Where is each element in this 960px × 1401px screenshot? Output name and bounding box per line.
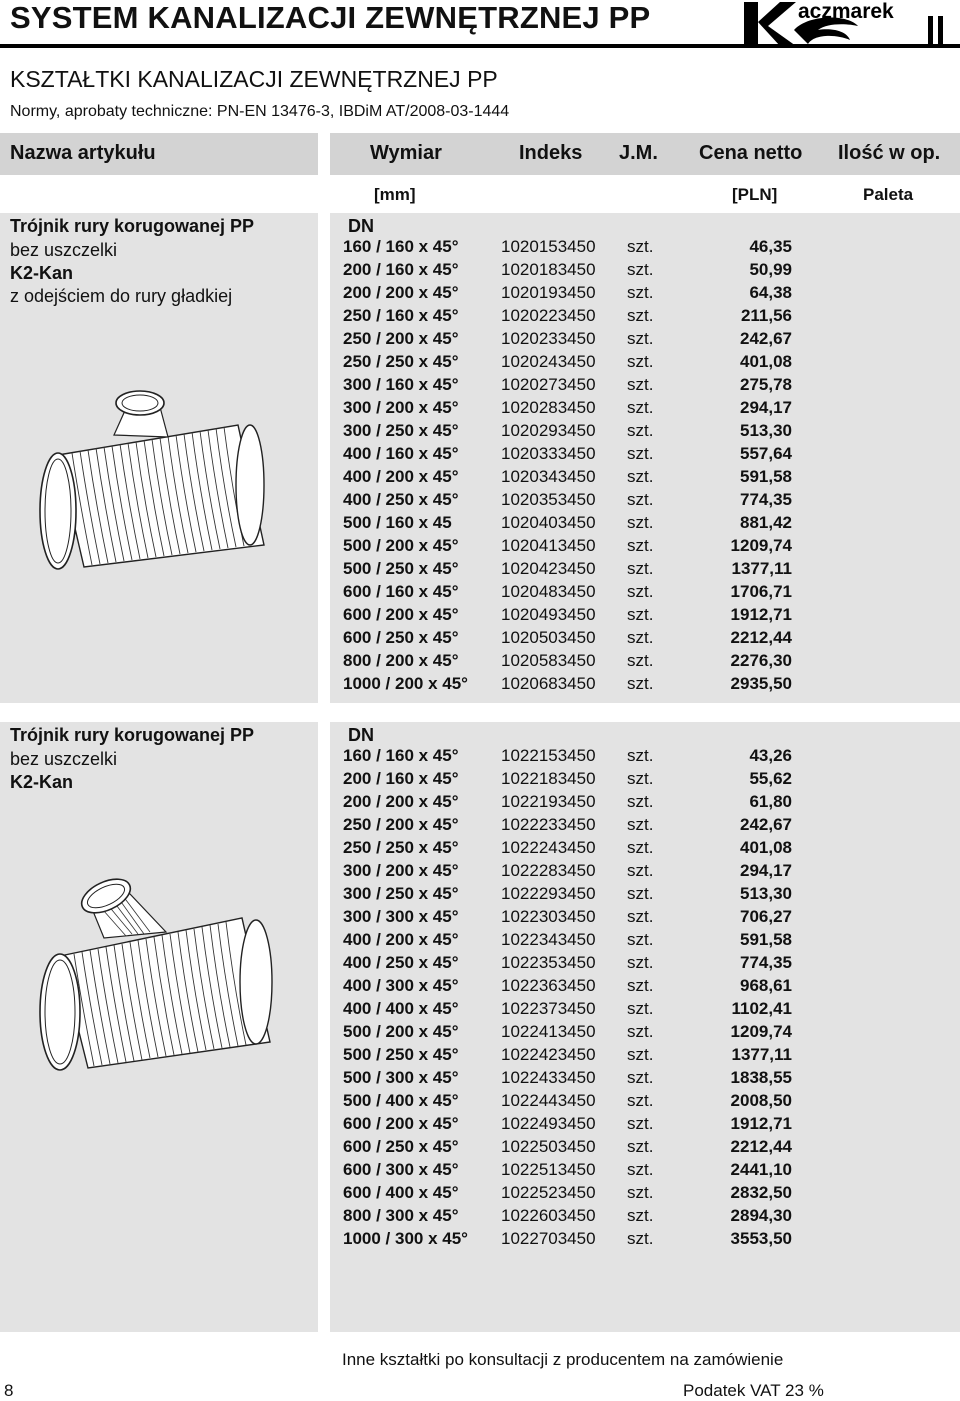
price-cell: 1209,74 — [730, 536, 792, 555]
header-unit: J.M. — [619, 142, 658, 164]
price-cell: 1377,11 — [731, 1045, 792, 1064]
unit-cell: szt. — [627, 1022, 654, 1041]
price-cell: 2212,44 — [730, 1137, 792, 1156]
price-cell: 881,42 — [740, 513, 792, 532]
index-cell: 1020273450 — [501, 375, 596, 394]
price-cell: 242,67 — [740, 329, 792, 348]
section1-line-1: bez uszczelki — [10, 240, 118, 260]
table-row — [0, 1068, 960, 1091]
norms-line: Normy, aprobaty techniczne: PN-EN 13476-3, IBDiM AT/2008-03-1444 — [10, 103, 510, 120]
price-unit: [PLN] — [732, 185, 778, 204]
dimension-cell: 160 / 160 x 45° — [343, 746, 459, 765]
dimension-cell: 1000 / 200 x 45° — [343, 674, 468, 693]
table-row — [0, 999, 960, 1022]
dimension-cell: 200 / 160 x 45° — [343, 260, 459, 279]
index-cell: 1022343450 — [501, 930, 596, 949]
index-cell: 1020333450 — [501, 444, 596, 463]
dimension-cell: 400 / 250 x 45° — [343, 490, 459, 509]
price-cell: 513,30 — [740, 884, 792, 903]
unit-cell: szt. — [627, 1183, 654, 1202]
index-cell: 1022603450 — [501, 1206, 596, 1225]
header-index: Indeks — [519, 142, 583, 164]
price-cell: 401,08 — [740, 838, 792, 857]
table-row — [0, 746, 960, 769]
unit-cell: szt. — [627, 1229, 654, 1248]
unit-cell: szt. — [627, 237, 654, 256]
index-cell: 1020283450 — [501, 398, 596, 417]
dimension-cell: 500 / 250 x 45° — [343, 559, 459, 578]
dimension-cell: 200 / 160 x 45° — [343, 769, 459, 788]
section1-title: Trójnik rury korugowanej PP — [10, 216, 255, 236]
price-cell: 968,61 — [740, 976, 792, 995]
table-row — [0, 1206, 960, 1229]
table-row — [0, 815, 960, 838]
index-cell: 1022363450 — [501, 976, 596, 995]
price-cell: 706,27 — [740, 907, 792, 926]
table-row — [0, 792, 960, 815]
index-cell: 1022243450 — [501, 838, 596, 857]
index-cell: 1022193450 — [501, 792, 596, 811]
dimension-cell: 160 / 160 x 45° — [343, 237, 459, 256]
table-row — [0, 1114, 960, 1137]
dimension-unit: [mm] — [374, 185, 416, 204]
dimension-cell: 800 / 200 x 45° — [343, 651, 459, 670]
price-cell: 1912,71 — [730, 605, 792, 624]
unit-cell: szt. — [627, 628, 654, 647]
index-cell: 1022373450 — [501, 999, 596, 1018]
table-row — [0, 651, 960, 674]
price-cell: 2894,30 — [730, 1206, 792, 1225]
dimension-cell: 400 / 250 x 45° — [343, 953, 459, 972]
table-row — [0, 329, 960, 352]
index-cell: 1020223450 — [501, 306, 596, 325]
price-cell: 774,35 — [740, 490, 792, 509]
section1-dn-label: DN — [348, 216, 374, 236]
index-cell: 1020153450 — [501, 237, 596, 256]
table-row — [0, 1091, 960, 1114]
section2-line-2: K2-Kan — [10, 772, 74, 792]
price-cell: 46,35 — [749, 237, 792, 256]
title-underline — [0, 44, 738, 48]
dimension-cell: 500 / 200 x 45° — [343, 1022, 459, 1041]
price-cell: 2212,44 — [730, 628, 792, 647]
dimension-cell: 400 / 200 x 45° — [343, 930, 459, 949]
unit-cell: szt. — [627, 907, 654, 926]
price-cell: 2935,50 — [730, 674, 792, 693]
index-cell: 1022513450 — [501, 1160, 596, 1179]
dimension-cell: 300 / 250 x 45° — [343, 421, 459, 440]
table-row — [0, 628, 960, 651]
price-cell: 774,35 — [740, 953, 792, 972]
unit-cell: szt. — [627, 375, 654, 394]
unit-cell: szt. — [627, 746, 654, 765]
header-qty: Ilość w op. — [838, 142, 941, 164]
table-row — [0, 352, 960, 375]
header-name: Nazwa artykułu — [10, 142, 156, 164]
dimension-cell: 400 / 160 x 45° — [343, 444, 459, 463]
index-cell: 1020583450 — [501, 651, 596, 670]
index-cell: 1020423450 — [501, 559, 596, 578]
section1-line-2: K2-Kan — [10, 263, 74, 283]
table-row — [0, 605, 960, 628]
section2-dn-label: DN — [348, 725, 374, 745]
index-cell: 1022353450 — [501, 953, 596, 972]
dimension-cell: 800 / 300 x 45° — [343, 1206, 459, 1225]
dimension-cell: 500 / 300 x 45° — [343, 1068, 459, 1087]
table-row — [0, 490, 960, 513]
unit-cell: szt. — [627, 306, 654, 325]
dimension-cell: 300 / 300 x 45° — [343, 907, 459, 926]
unit-cell: szt. — [627, 329, 654, 348]
unit-cell: szt. — [627, 953, 654, 972]
unit-cell: szt. — [627, 884, 654, 903]
price-cell: 2832,50 — [730, 1183, 792, 1202]
index-cell: 1022433450 — [501, 1068, 596, 1087]
price-cell: 1209,74 — [730, 1022, 792, 1041]
table-row — [0, 953, 960, 976]
index-cell: 1022153450 — [501, 746, 596, 765]
dimension-cell: 300 / 200 x 45° — [343, 398, 459, 417]
dimension-cell: 250 / 200 x 45° — [343, 329, 459, 348]
table-row — [0, 536, 960, 559]
section1-line-3: z odejściem do rury gładkiej — [10, 286, 233, 306]
index-cell: 1020233450 — [501, 329, 596, 348]
index-cell: 1020413450 — [501, 536, 596, 555]
dimension-cell: 300 / 250 x 45° — [343, 884, 459, 903]
index-cell: 1022183450 — [501, 769, 596, 788]
table-row — [0, 1183, 960, 1206]
unit-cell: szt. — [627, 582, 654, 601]
price-cell: 55,62 — [749, 769, 792, 788]
table-row — [0, 976, 960, 999]
price-cell: 1706,71 — [730, 582, 792, 601]
unit-cell: szt. — [627, 536, 654, 555]
table-row — [0, 1137, 960, 1160]
subtitle: KSZTAŁTKI KANALIZACJI ZEWNĘTRZNEJ PP — [10, 66, 498, 92]
unit-cell: szt. — [627, 1114, 654, 1133]
index-cell: 1022233450 — [501, 815, 596, 834]
dimension-cell: 250 / 250 x 45° — [343, 838, 459, 857]
table-row — [0, 1229, 960, 1252]
table-row — [0, 260, 960, 283]
table-row — [0, 375, 960, 398]
dimension-cell: 500 / 250 x 45° — [343, 1045, 459, 1064]
index-cell: 1022523450 — [501, 1183, 596, 1202]
dimension-cell: 200 / 200 x 45° — [343, 283, 459, 302]
index-cell: 1020483450 — [501, 582, 596, 601]
table-row — [0, 398, 960, 421]
index-cell: 1020243450 — [501, 352, 596, 371]
page-title: SYSTEM KANALIZACJI ZEWNĘTRZNEJ PP — [10, 0, 651, 35]
index-cell: 1022443450 — [501, 1091, 596, 1110]
index-cell: 1022503450 — [501, 1137, 596, 1156]
dimension-cell: 500 / 160 x 45 — [343, 513, 452, 532]
price-cell: 43,26 — [749, 746, 792, 765]
dimension-cell: 250 / 160 x 45° — [343, 306, 459, 325]
logo-text: aczmarek — [798, 0, 894, 23]
price-cell: 2008,50 — [730, 1091, 792, 1110]
index-cell: 1020343450 — [501, 467, 596, 486]
unit-cell: szt. — [627, 1137, 654, 1156]
table-row — [0, 1160, 960, 1183]
dimension-cell: 400 / 200 x 45° — [343, 467, 459, 486]
unit-cell: szt. — [627, 930, 654, 949]
unit-cell: szt. — [627, 260, 654, 279]
dimension-cell: 300 / 160 x 45° — [343, 375, 459, 394]
unit-cell: szt. — [627, 1068, 654, 1087]
unit-cell: szt. — [627, 1206, 654, 1225]
index-cell: 1020503450 — [501, 628, 596, 647]
unit-cell: szt. — [627, 352, 654, 371]
table-row — [0, 1022, 960, 1045]
table-row — [0, 444, 960, 467]
price-cell: 513,30 — [740, 421, 792, 440]
price-cell: 275,78 — [740, 375, 792, 394]
dimension-cell: 400 / 300 x 45° — [343, 976, 459, 995]
table-row — [0, 306, 960, 329]
unit-cell: szt. — [627, 1045, 654, 1064]
unit-cell: szt. — [627, 838, 654, 857]
dimension-cell: 600 / 200 x 45° — [343, 605, 459, 624]
unit-cell: szt. — [627, 674, 654, 693]
price-cell: 401,08 — [740, 352, 792, 371]
index-cell: 1020193450 — [501, 283, 596, 302]
price-cell: 64,38 — [749, 283, 792, 302]
index-cell: 1020403450 — [501, 513, 596, 532]
price-cell: 242,67 — [740, 815, 792, 834]
unit-cell: szt. — [627, 976, 654, 995]
index-cell: 1022283450 — [501, 861, 596, 880]
kaczmarek-logo — [738, 0, 960, 60]
price-cell: 2441,10 — [730, 1160, 792, 1179]
price-cell: 61,80 — [749, 792, 792, 811]
dimension-cell: 250 / 200 x 45° — [343, 815, 459, 834]
price-cell: 591,58 — [740, 930, 792, 949]
price-cell: 50,99 — [749, 260, 792, 279]
table-row — [0, 1045, 960, 1068]
header-price: Cena netto — [699, 142, 803, 164]
table-row — [0, 907, 960, 930]
index-cell: 1022703450 — [501, 1229, 596, 1248]
price-cell: 211,56 — [740, 306, 792, 325]
dimension-cell: 600 / 160 x 45° — [343, 582, 459, 601]
index-cell: 1020293450 — [501, 421, 596, 440]
table-row — [0, 582, 960, 605]
unit-cell: szt. — [627, 605, 654, 624]
index-cell: 1022493450 — [501, 1114, 596, 1133]
price-cell: 2276,30 — [730, 651, 792, 670]
dimension-cell: 200 / 200 x 45° — [343, 792, 459, 811]
dimension-cell: 250 / 250 x 45° — [343, 352, 459, 371]
unit-cell: szt. — [627, 1160, 654, 1179]
unit-cell: szt. — [627, 559, 654, 578]
price-cell: 1912,71 — [730, 1114, 792, 1133]
dimension-cell: 600 / 400 x 45° — [343, 1183, 459, 1202]
page-number: 8 — [4, 1381, 14, 1400]
unit-cell: szt. — [627, 421, 654, 440]
dimension-cell: 1000 / 300 x 45° — [343, 1229, 468, 1248]
index-cell: 1022293450 — [501, 884, 596, 903]
index-cell: 1020183450 — [501, 260, 596, 279]
footer-note: Inne kształtki po konsultacji z producentem na zamówienie — [342, 1350, 784, 1369]
unit-cell: szt. — [627, 398, 654, 417]
unit-cell: szt. — [627, 792, 654, 811]
unit-cell: szt. — [627, 490, 654, 509]
table-row — [0, 838, 960, 861]
table-row — [0, 861, 960, 884]
unit-cell: szt. — [627, 815, 654, 834]
qty-unit: Paleta — [863, 185, 914, 204]
table-row — [0, 559, 960, 582]
dimension-cell: 400 / 400 x 45° — [343, 999, 459, 1018]
price-cell: 3553,50 — [730, 1229, 792, 1248]
section2-title: Trójnik rury korugowanej PP — [10, 725, 255, 745]
price-cell: 591,58 — [740, 467, 792, 486]
unit-cell: szt. — [627, 999, 654, 1018]
dimension-cell: 600 / 300 x 45° — [343, 1160, 459, 1179]
unit-cell: szt. — [627, 1091, 654, 1110]
unit-cell: szt. — [627, 513, 654, 532]
dimension-cell: 300 / 200 x 45° — [343, 861, 459, 880]
table-row — [0, 467, 960, 490]
unit-cell: szt. — [627, 651, 654, 670]
unit-cell: szt. — [627, 444, 654, 463]
unit-cell: szt. — [627, 467, 654, 486]
dimension-cell: 600 / 200 x 45° — [343, 1114, 459, 1133]
table-row — [0, 237, 960, 260]
unit-cell: szt. — [627, 861, 654, 880]
index-cell: 1022303450 — [501, 907, 596, 926]
header-dimension: Wymiar — [370, 142, 442, 164]
table-row — [0, 283, 960, 306]
unit-cell: szt. — [627, 283, 654, 302]
column-header-divider — [318, 133, 330, 175]
dimension-cell: 600 / 250 x 45° — [343, 1137, 459, 1156]
table-row — [0, 674, 960, 697]
index-cell: 1020493450 — [501, 605, 596, 624]
vat-note: Podatek VAT 23 % — [683, 1381, 824, 1400]
table-row — [0, 769, 960, 792]
dimension-cell: 600 / 250 x 45° — [343, 628, 459, 647]
index-cell: 1020353450 — [501, 490, 596, 509]
price-cell: 1838,55 — [730, 1068, 792, 1087]
dimension-cell: 500 / 400 x 45° — [343, 1091, 459, 1110]
index-cell: 1022423450 — [501, 1045, 596, 1064]
unit-cell: szt. — [627, 769, 654, 788]
table-row — [0, 884, 960, 907]
index-cell: 1020683450 — [501, 674, 596, 693]
price-cell: 557,64 — [740, 444, 792, 463]
dimension-cell: 500 / 200 x 45° — [343, 536, 459, 555]
price-cell: 1377,11 — [731, 559, 792, 578]
index-cell: 1022413450 — [501, 1022, 596, 1041]
price-cell: 294,17 — [740, 861, 792, 880]
section2-line-1: bez uszczelki — [10, 749, 118, 769]
table-row — [0, 930, 960, 953]
table-row — [0, 513, 960, 536]
price-cell: 294,17 — [740, 398, 792, 417]
price-cell: 1102,41 — [731, 999, 792, 1018]
table-row — [0, 421, 960, 444]
